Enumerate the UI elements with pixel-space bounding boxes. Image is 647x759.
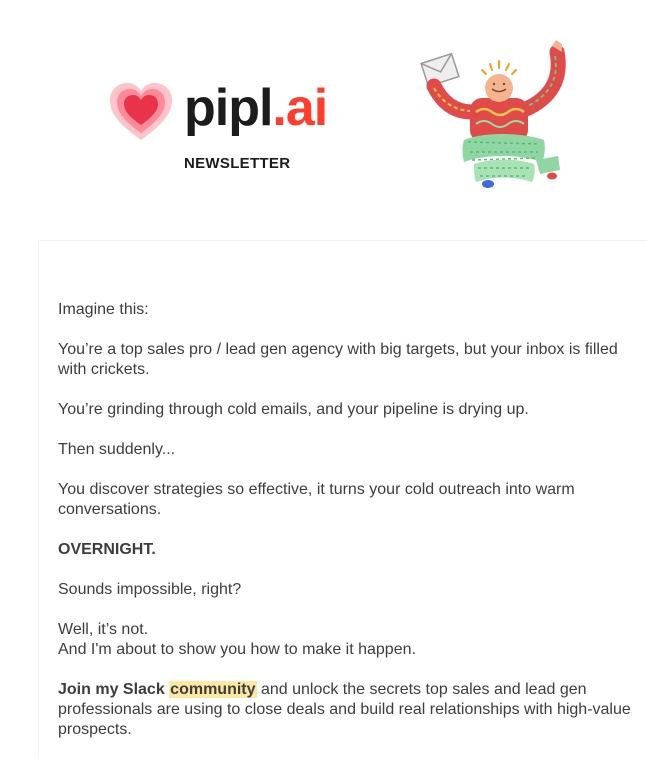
email-line: Well, it’s not. — [58, 621, 149, 638]
logo-wordmark-suffix: .ai — [272, 79, 328, 137]
email-line: And I'm about to show you how to make it happen. — [58, 641, 416, 658]
email-paragraph: You discover strategies so effective, it turns your cold outreach into warm conversations. — [58, 481, 575, 518]
heart-icon — [108, 82, 174, 142]
email-body — [58, 300, 633, 759]
logo-wordmark-prefix: pipl — [184, 79, 273, 137]
newsletter-label: NEWSLETTER — [184, 155, 291, 172]
cta-rest-text: and unlock the secrets top sales and lead gen professionals are using to close deals and build real relationships with high-value prospects. — [58, 681, 631, 738]
email-paragraph: Sounds impossible, right? — [58, 581, 242, 598]
person-with-envelope-illustration — [412, 40, 572, 190]
email-paragraph: You’re a top sales pro / lead gen agency with big targets, but your inbox is filled with crickets. — [58, 341, 618, 378]
overnight-text: OVERNIGHT. — [58, 541, 156, 558]
email-paragraph-cta — [58, 680, 633, 740]
logo-wordmark — [184, 78, 327, 138]
community-link[interactable]: community — [170, 681, 256, 698]
email-paragraph: Imagine this: — [58, 301, 149, 318]
email-paragraph: Then suddenly... — [58, 441, 176, 458]
email-paragraph — [58, 620, 633, 660]
cta-bold-text: Join my Slack — [58, 681, 165, 698]
email-paragraph-overnight — [58, 540, 633, 560]
email-paragraph: You’re grinding through cold emails, and your pipeline is drying up. — [58, 401, 529, 418]
